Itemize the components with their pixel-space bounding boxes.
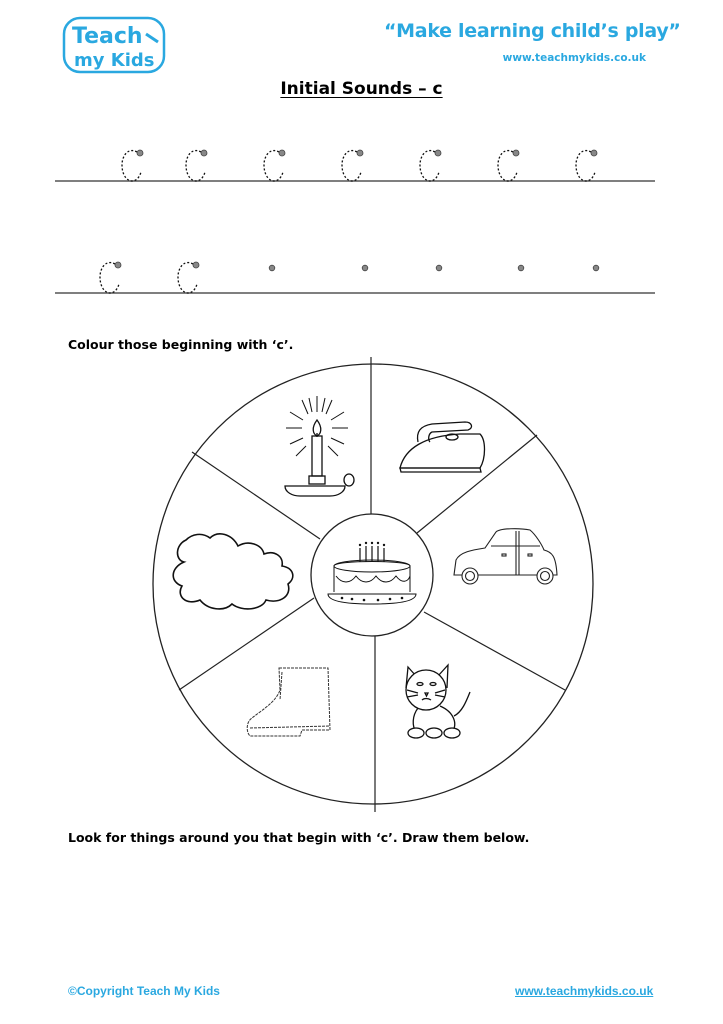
candle-icon[interactable] — [285, 396, 354, 496]
inner-circle — [311, 514, 433, 636]
page-title: Initial Sounds – c — [280, 79, 443, 99]
header-website-link[interactable]: www.teachmykids.co.uk — [502, 52, 646, 64]
svg-text:my Kids: my Kids — [74, 50, 155, 71]
boot-icon[interactable] — [247, 668, 330, 736]
drawing-area[interactable] — [60, 860, 660, 970]
iron-icon[interactable] — [400, 422, 485, 472]
colour-instruction: Colour those beginning with ‘c’. — [68, 337, 294, 352]
car-icon[interactable] — [454, 529, 557, 584]
cat-icon[interactable] — [406, 665, 470, 738]
cloud-icon[interactable] — [173, 534, 293, 609]
tagline: “Make learning child’s play” — [384, 20, 681, 42]
draw-instruction: Look for things around you that begin with ‘c’. Draw them below. — [68, 830, 530, 845]
footer-copyright: ©Copyright Teach My Kids — [68, 984, 220, 998]
footer-website-link[interactable]: www.teachmykids.co.uk — [515, 984, 654, 998]
svg-text:Teach: Teach — [72, 24, 143, 49]
